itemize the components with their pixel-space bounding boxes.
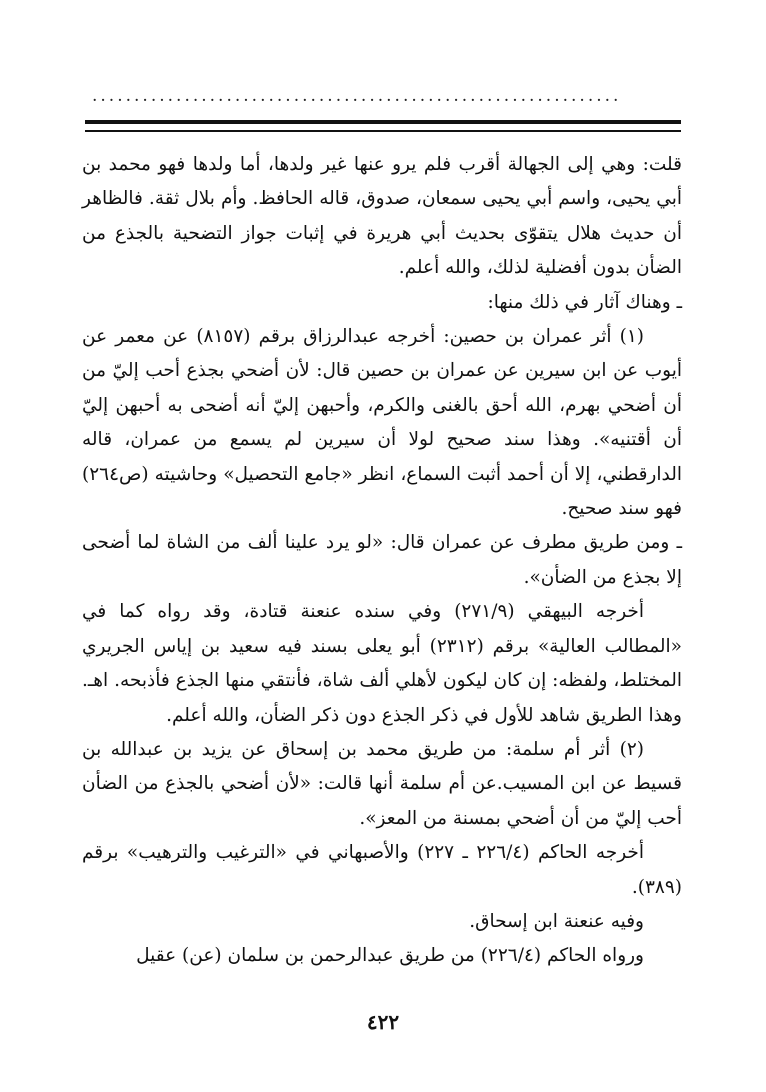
paragraph-athar-umm-salama: (٢) أثر أم سلمة: من طريق محمد بن إسحاق عن يزيد بن عبدالله بن قسيط عن ابن المسيب.عن أم سلمة أنها قالت: «لأن أضحي بالجذع من الضأن أحب إليّ من أن أضحي بمسنة من المعز». bbox=[82, 738, 682, 829]
paragraph-athar-imran: (١) أثر عمران بن حصين: أخرجه عبدالرزاق برقم (٨١٥٧) عن معمر عن أيوب عن ابن سيرين عن عمران بن حصين قال: لأن أضحي بجذع أحب إليّ من أن أضحي بهرم، الله أحق بالغنى والكرم، وأحبهن إليّ أنه أضحى به أحبهن إليّ أن أقتنيه». وهذا سند صحيح لولا أن سيرين لم يسمع من عمران، قاله الدارقطني، إلا أن أحمد أثبت السماع، انظر «جامع التحصيل» وحاشيته (ص٢٦٤) فهو سند صحيح. bbox=[82, 326, 682, 520]
paragraph-hakim-asbahani: أخرجه الحاكم (٢٢٦/٤ ـ ٢٢٧) والأصبهاني في «الترغيب والترهيب» برقم (٣٨٩). bbox=[82, 842, 682, 898]
paragraph-comment: قلت: وهي إلى الجهالة أقرب فلم يرو عنها غير ولدها، أما ولدها فهو محمد بن أبي يحيى، واسم أبي يحيى سمعان، صدوق، قاله الحافظ. وأم بلال ثقة. فالظاهر أن حديث هلال يتقوّى بحديث أبي هريرة في إثبات جواز التضحية بالجذع من الضأن بدون أفضلية لذلك، والله أعلم. bbox=[82, 154, 682, 279]
header-rule-thick bbox=[85, 120, 681, 124]
body-text bbox=[82, 148, 682, 974]
paragraph-mutarrif-route: ـ ومن طريق مطرف عن عمران قال: «لو يرد علينا ألف من الشاة لما أضحى إلا بجذع من الضأن». bbox=[82, 532, 682, 588]
paragraph-athar-intro: ـ وهناك آثار في ذلك منها: bbox=[487, 291, 682, 313]
paragraph-ibn-ishaq: وفيه عنعنة ابن إسحاق. bbox=[469, 910, 644, 932]
page-number: ٤٢٢ bbox=[366, 1010, 400, 1034]
paragraph-hakim-route: ورواه الحاكم (٢٢٦/٤) من طريق عبدالرحمن بن سلمان (عن) عقيل bbox=[136, 945, 644, 967]
header-dotted-line: ............................................................... bbox=[92, 86, 622, 106]
paragraph-bayhaqi: أخرجه البيهقي (٢٧١/٩) وفي سنده عنعنة قتادة، وقد رواه كما في «المطالب العالية» برقم (٢٣١٢) أبو يعلى بسند فيه سعيد بن إياس الجريري المختلط، ولفظه: إن كان ليكون لأهلي ألف شاة، فأنتقي منها الجذع فأذبحه. اهـ. وهذا الطريق شاهد للأول في ذكر الجذع دون ذكر الضأن، والله أعلم. bbox=[82, 601, 682, 726]
header-rule-thin bbox=[85, 130, 681, 132]
